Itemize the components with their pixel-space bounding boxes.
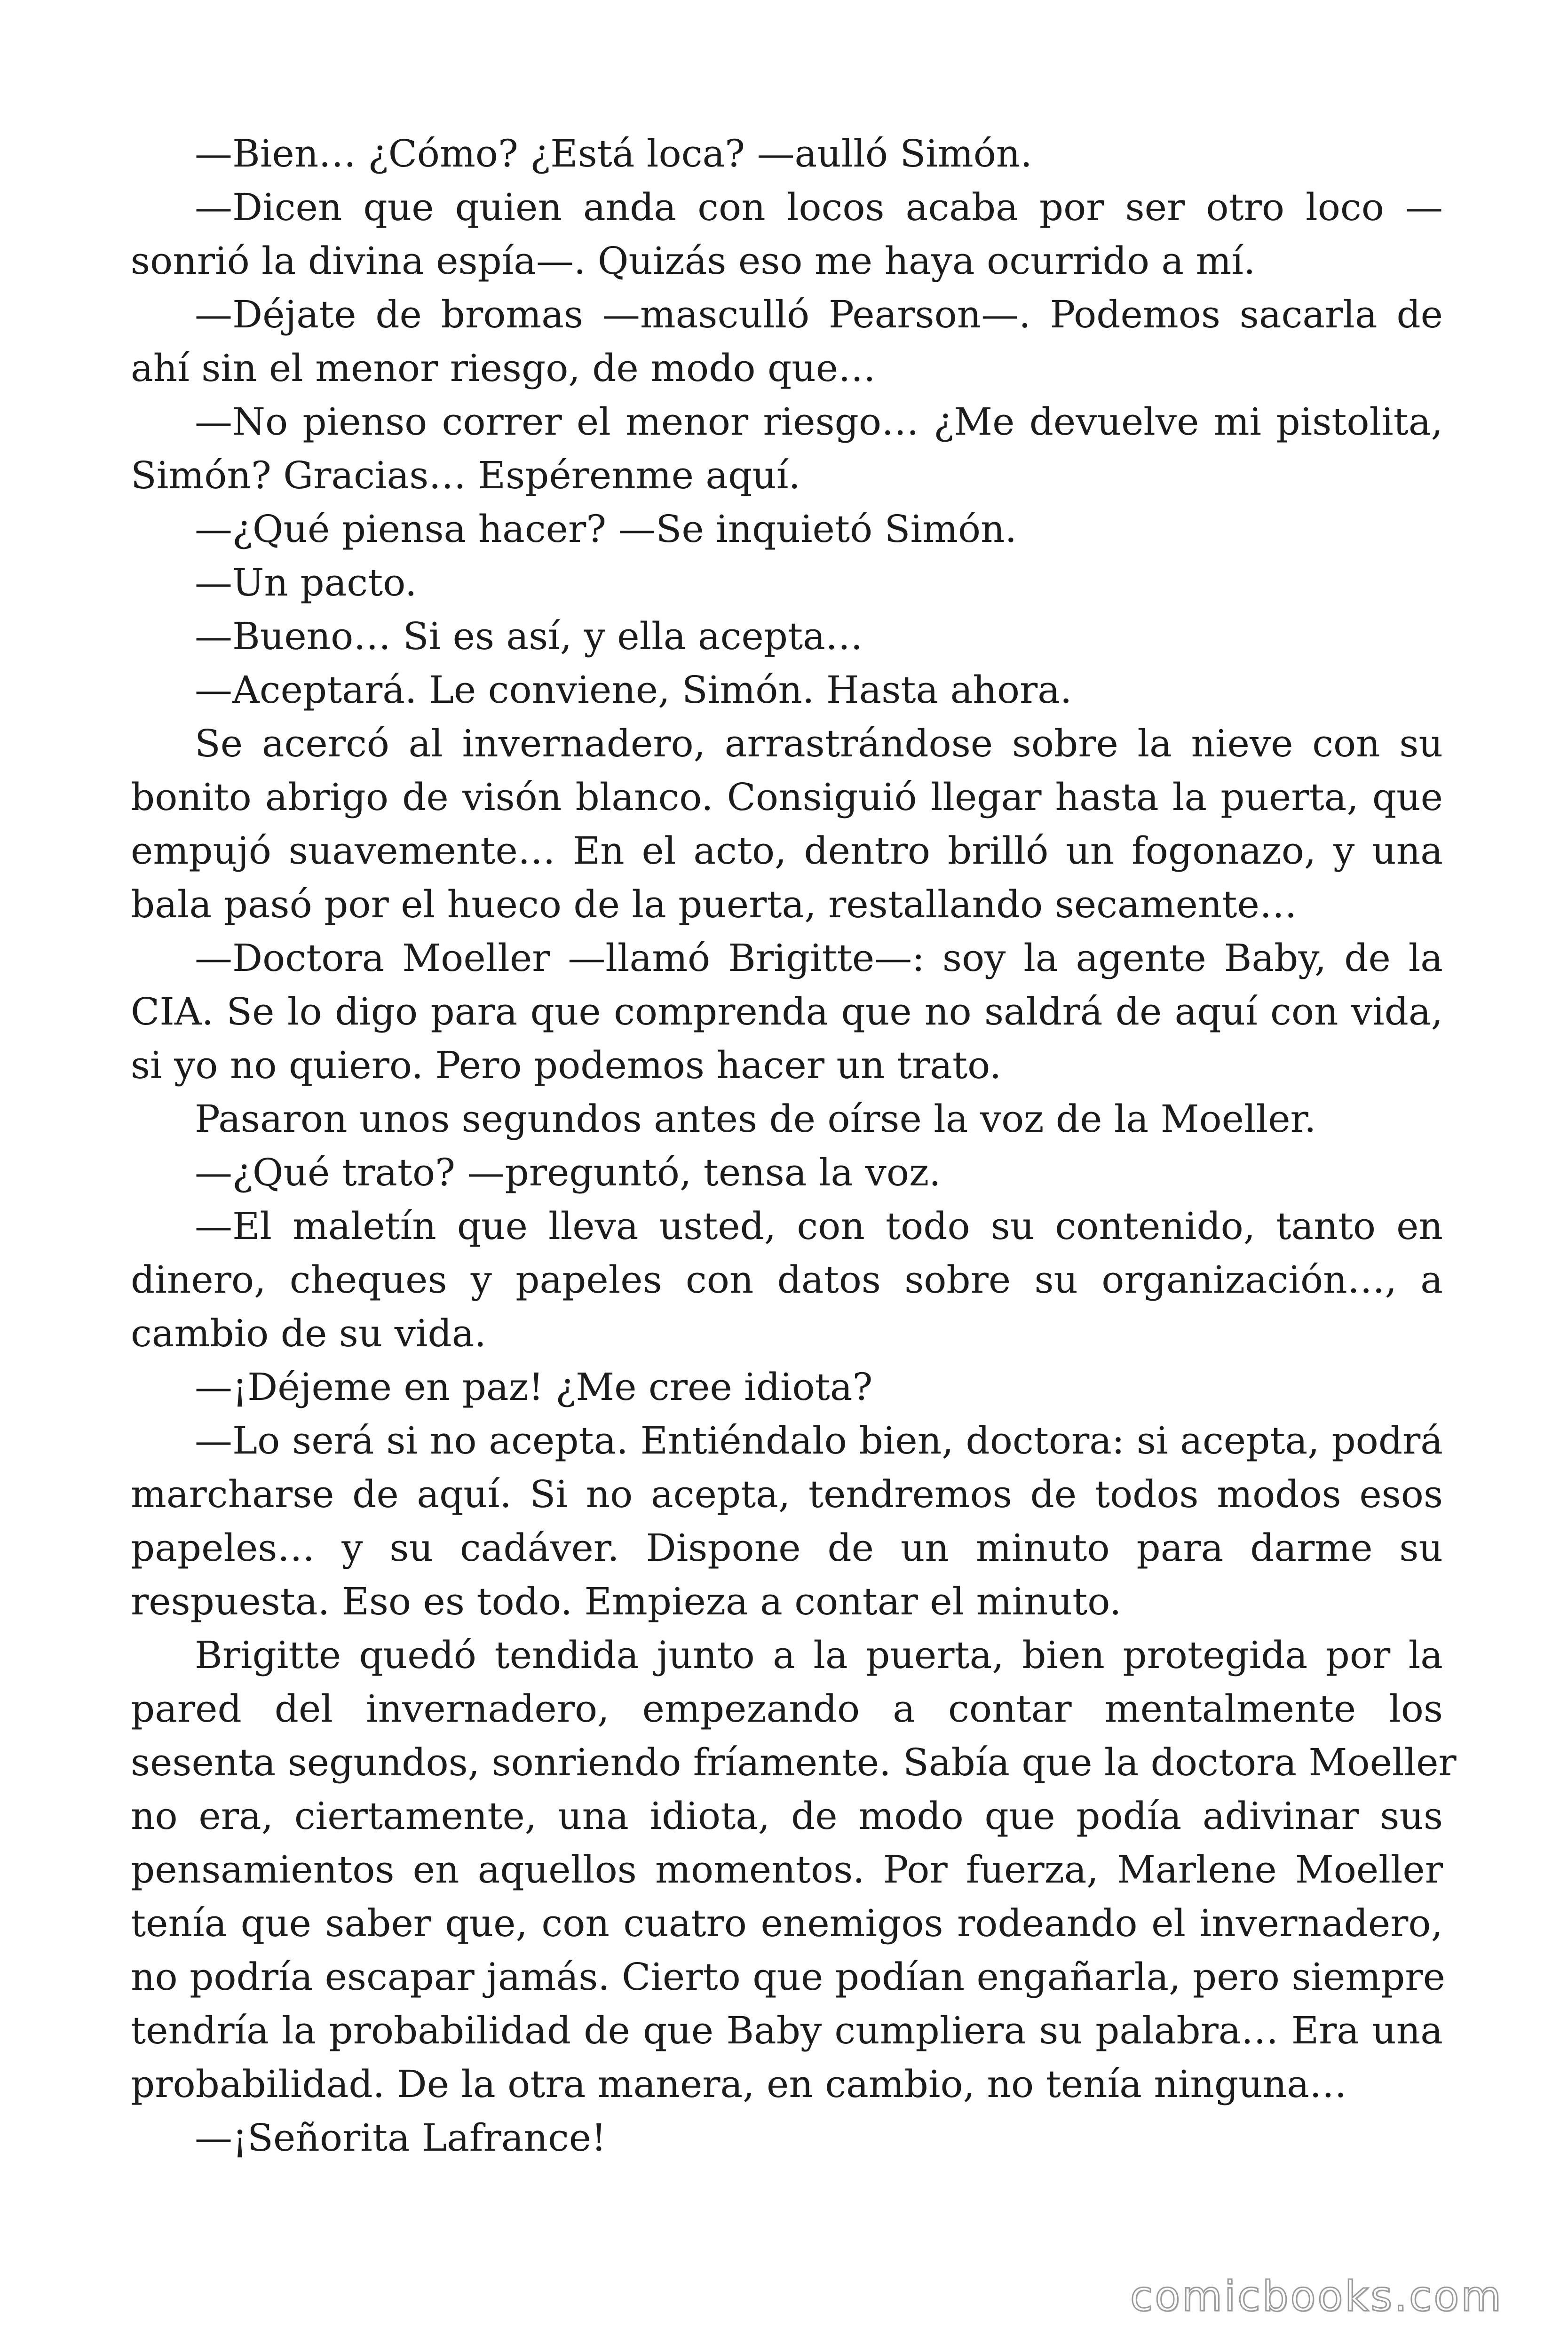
text-line: pensamientos en aquellos momentos. Por fuerza, Marlene Moeller — [131, 1848, 1443, 1891]
text-line: bala pasó por el hueco de la puerta, restallando secamente… — [131, 882, 1297, 926]
text-line: CIA. Se lo digo para que comprenda que no saldrá de aquí con vida, — [131, 990, 1443, 1033]
text-line: Brigitte quedó tendida junto a la puerta, bien protegida por la — [195, 1633, 1443, 1677]
text-line: —¿Qué piensa hacer? —Se inquietó Simón. — [195, 507, 1017, 551]
text-line: —¿Qué trato? —preguntó, tensa la voz. — [195, 1151, 941, 1194]
text-line: Simón? Gracias… Espérenme aquí. — [131, 453, 800, 497]
text-line: dinero, cheques y papeles con datos sobre su organización…, a — [131, 1258, 1443, 1302]
text-line: —¡Déjeme en paz! ¿Me cree idiota? — [195, 1365, 873, 1409]
text-line: —El maletín que lleva usted, con todo su contenido, tanto en — [195, 1204, 1443, 1248]
watermark: comicbooks.com — [1130, 2272, 1503, 2320]
text-line: no podría escapar jamás. Cierto que podían engañarla, pero siempre — [131, 1955, 1445, 1999]
text-line: sesenta segundos, sonriendo fríamente. Sabía que la doctora Moeller — [131, 1740, 1457, 1784]
text-line: tendría la probabilidad de que Baby cumpliera su palabra… Era una — [131, 2009, 1443, 2052]
text-line: —Aceptará. Le conviene, Simón. Hasta ahora. — [195, 668, 1072, 712]
text-line: pared del invernadero, empezando a contar mentalmente los — [131, 1687, 1443, 1731]
text-line: papeles… y su cadáver. Dispone de un minuto para darme su — [131, 1526, 1443, 1570]
text-line: no era, ciertamente, una idiota, de modo que podía adivinar sus — [131, 1794, 1443, 1838]
text-line: cambio de su vida. — [131, 1311, 486, 1355]
text-line: marcharse de aquí. Si no acepta, tendremos de todos modos esos — [131, 1472, 1443, 1516]
text-line: ahí sin el menor riesgo, de modo que… — [131, 346, 876, 390]
text-line: —Dicen que quien anda con locos acaba por ser otro loco — — [195, 185, 1443, 229]
text-body — [131, 127, 1457, 2165]
text-line: probabilidad. De la otra manera, en cambio, no tenía ninguna… — [131, 2062, 1347, 2106]
text-line: tenía que saber que, con cuatro enemigos rodeando el invernadero, — [131, 1901, 1443, 1945]
text-line: Pasaron unos segundos antes de oírse la voz de la Moeller. — [195, 1097, 1316, 1141]
text-line: bonito abrigo de visón blanco. Consiguió llegar hasta la puerta, que — [131, 775, 1443, 819]
text-line: —Lo será si no acepta. Entiéndalo bien, doctora: si acepta, podrá — [195, 1419, 1443, 1462]
text-line: respuesta. Eso es todo. Empieza a contar el minuto. — [131, 1580, 1122, 1623]
text-line: —Bueno… Si es así, y ella acepta… — [195, 614, 863, 658]
text-line: sonrió la divina espía—. Quizás eso me haya ocurrido a mí. — [131, 239, 1256, 283]
text-line: si yo no quiero. Pero podemos hacer un trato. — [131, 1043, 1002, 1087]
text-line: empujó suavemente… En el acto, dentro brilló un fogonazo, y una — [131, 829, 1443, 873]
text-line: Se acercó al invernadero, arrastrándose sobre la nieve con su — [195, 722, 1443, 765]
text-line: —Déjate de bromas —masculló Pearson—. Podemos sacarla de — [195, 293, 1443, 336]
text-line: —Bien… ¿Cómo? ¿Está loca? —aulló Simón. — [195, 132, 1032, 175]
text-line: —¡Señorita Lafrance! — [195, 2116, 607, 2160]
text-line: —No pienso correr el menor riesgo… ¿Me devuelve mi pistolita, — [195, 400, 1443, 444]
text-line: —Un pacto. — [195, 561, 417, 604]
text-line: —Doctora Moeller —llamó Brigitte—: soy la agente Baby, de la — [195, 936, 1443, 980]
